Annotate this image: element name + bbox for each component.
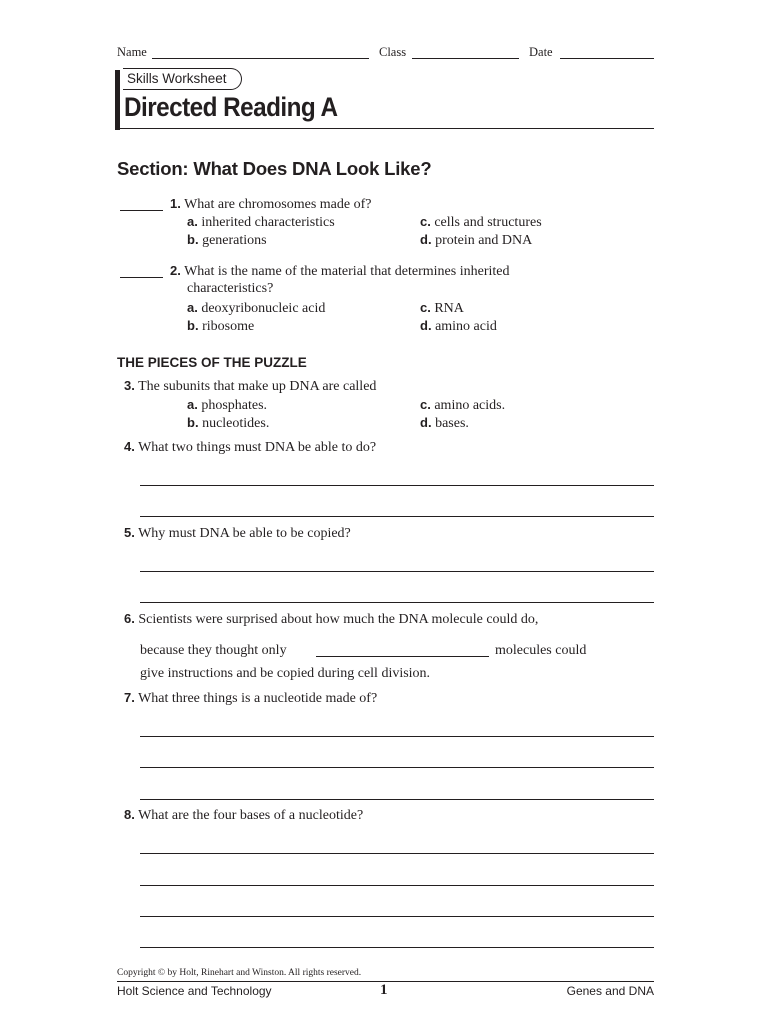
title-accent-bar bbox=[115, 70, 120, 130]
q6-number: 6. bbox=[124, 611, 135, 626]
q2-option-d: d. amino acid bbox=[420, 318, 497, 334]
q1-text: What are chromosomes made of? bbox=[184, 197, 372, 212]
q2-option-c: c. RNA bbox=[420, 300, 464, 316]
q7-number: 7. bbox=[124, 690, 135, 705]
q7-answer-line[interactable] bbox=[140, 799, 654, 800]
q7-question bbox=[124, 690, 377, 707]
puzzle-subheading: THE PIECES OF THE PUZZLE bbox=[117, 355, 307, 370]
page-title: Directed Reading A bbox=[124, 92, 338, 122]
section-title: Section: What Does DNA Look Like? bbox=[117, 158, 432, 179]
q1-option-c: c. cells and structures bbox=[420, 214, 542, 230]
q8-number: 8. bbox=[124, 807, 135, 822]
q3-text: The subunits that make up DNA are called bbox=[138, 379, 377, 394]
q3-option-c: c. amino acids. bbox=[420, 397, 506, 413]
q7-answer-line[interactable] bbox=[140, 767, 654, 768]
q1-number: 1. bbox=[170, 196, 181, 211]
q3-question bbox=[124, 378, 376, 395]
q7-text: What three things is a nucleotide made of? bbox=[138, 691, 378, 706]
q1-option-a: a. inherited characteristics bbox=[187, 214, 335, 230]
q4-question bbox=[124, 439, 376, 456]
q4-answer-line[interactable] bbox=[140, 485, 654, 486]
q1-question bbox=[170, 196, 371, 213]
q2-text: What is the name of the material that determines inherited bbox=[184, 264, 510, 279]
worksheet-type-tab: Skills Worksheet bbox=[123, 68, 242, 90]
q8-question bbox=[124, 807, 363, 824]
q8-answer-line[interactable] bbox=[140, 885, 654, 886]
q8-answer-line[interactable] bbox=[140, 947, 654, 948]
q8-answer-line[interactable] bbox=[140, 916, 654, 917]
q4-answer-line[interactable] bbox=[140, 516, 654, 517]
q1-option-b: b. generations bbox=[187, 232, 267, 248]
q3-number: 3. bbox=[124, 378, 135, 393]
q8-text: What are the four bases of a nucleotide? bbox=[138, 808, 364, 823]
publisher-label: Holt Science and Technology bbox=[117, 984, 272, 998]
q6-text-continued: give instructions and be copied during cell division. bbox=[140, 666, 431, 681]
title-divider bbox=[120, 128, 654, 129]
class-label: Class bbox=[379, 45, 407, 59]
q7-answer-line[interactable] bbox=[140, 736, 654, 737]
q2-option-b: b. ribosome bbox=[187, 318, 255, 334]
date-label: Date bbox=[529, 45, 553, 59]
q2-question bbox=[170, 263, 509, 280]
chapter-label: Genes and DNA bbox=[566, 984, 654, 998]
q6-text-before-blank: because they thought only bbox=[140, 643, 287, 658]
q6-text: Scientists were surprised about how much the DNA molecule could do, bbox=[138, 612, 539, 627]
q4-text: What two things must DNA be able to do? bbox=[138, 440, 377, 455]
q3-option-d: d. bases. bbox=[420, 415, 469, 431]
name-label: Name bbox=[117, 45, 147, 59]
q5-answer-line[interactable] bbox=[140, 571, 654, 572]
q6-text-after-blank: molecules could bbox=[495, 643, 587, 658]
date-field[interactable] bbox=[560, 58, 654, 59]
q2-number: 2. bbox=[170, 263, 181, 278]
class-field[interactable] bbox=[412, 58, 519, 59]
q5-answer-line[interactable] bbox=[140, 602, 654, 603]
q8-answer-line[interactable] bbox=[140, 853, 654, 854]
q2-option-a: a. deoxyribonucleic acid bbox=[187, 300, 326, 316]
q2-answer-blank[interactable] bbox=[120, 277, 163, 278]
q2-text-continued: characteristics? bbox=[187, 281, 274, 296]
q5-number: 5. bbox=[124, 525, 135, 540]
q1-answer-blank[interactable] bbox=[120, 210, 163, 211]
q6-question bbox=[124, 611, 538, 628]
q4-number: 4. bbox=[124, 439, 135, 454]
q5-question bbox=[124, 525, 351, 542]
q3-option-a: a. phosphates. bbox=[187, 397, 268, 413]
q5-text: Why must DNA be able to be copied? bbox=[138, 526, 351, 541]
q6-fill-in-blank[interactable] bbox=[316, 656, 489, 657]
q1-option-d: d. protein and DNA bbox=[420, 232, 533, 248]
copyright-notice: Copyright © by Holt, Rinehart and Winston. All rights reserved. bbox=[117, 968, 362, 978]
page-number: 1 bbox=[380, 982, 388, 998]
name-field[interactable] bbox=[152, 58, 369, 59]
q3-option-b: b. nucleotides. bbox=[187, 415, 270, 431]
